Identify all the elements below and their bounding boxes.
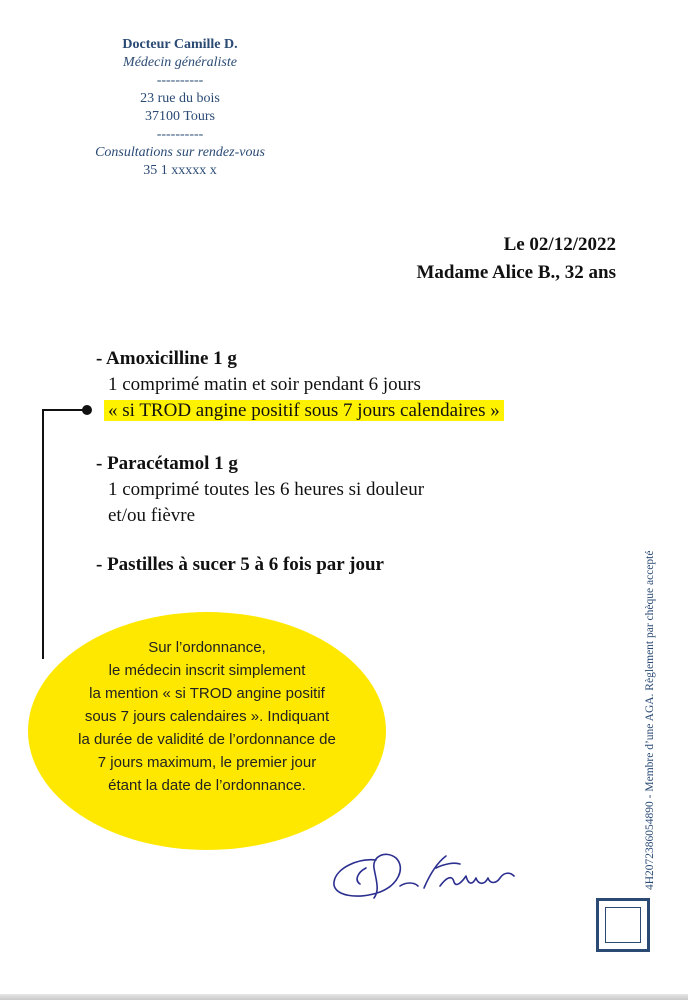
vertical-side-note: 4H2072386054890 - Membre d’une AGA. Règlement par chèque accepté bbox=[644, 550, 656, 890]
address-line-2: 37100 Tours bbox=[145, 109, 215, 124]
callout-line: étant la date de l’ordonnance. bbox=[108, 777, 306, 794]
doctor-name: Docteur Camille D. bbox=[122, 37, 238, 52]
prescription-validity-line bbox=[96, 398, 504, 424]
prescription-line: et/ou fièvre bbox=[108, 505, 196, 526]
prescription-item bbox=[96, 552, 384, 578]
callout-line: la durée de validité de l’ordonnance de bbox=[78, 731, 336, 748]
header-separator-1: ---------- bbox=[156, 73, 204, 88]
prescription-title: - Paracétamol 1 g bbox=[96, 453, 238, 474]
callout-connector-horizontal bbox=[42, 409, 86, 411]
prescription-meta bbox=[417, 231, 617, 287]
doctor-header bbox=[30, 36, 330, 180]
patient-name: Madame Alice B., 32 ans bbox=[416, 262, 616, 283]
prescription-item bbox=[96, 451, 424, 529]
signature-icon bbox=[328, 838, 528, 913]
callout-line: Sur l’ordonnance, bbox=[148, 639, 266, 656]
callout-line: 7 jours maximum, le premier jour bbox=[97, 754, 317, 771]
callout-connector-dot bbox=[82, 405, 92, 415]
prescription-title: - Amoxicilline 1 g bbox=[96, 348, 237, 369]
prescription-title: - Pastilles à sucer 5 à 6 fois par jour bbox=[96, 554, 384, 575]
stamp-box-icon bbox=[596, 898, 650, 952]
phone-number: 35 1 xxxxx x bbox=[143, 163, 217, 178]
doctor-specialty: Médecin généraliste bbox=[123, 55, 237, 70]
callout-connector-vertical bbox=[42, 409, 44, 659]
stamp-inner-frame bbox=[605, 907, 641, 943]
callout-text bbox=[28, 636, 386, 797]
callout-line: sous 7 jours calendaires ». Indiquant bbox=[84, 708, 330, 725]
callout-line: la mention « si TROD angine positif bbox=[89, 685, 325, 702]
validity-highlight: « si TROD angine positif sous 7 jours calendaires » bbox=[104, 400, 504, 421]
address-line-1: 23 rue du bois bbox=[140, 91, 220, 106]
prescription-line: 1 comprimé toutes les 6 heures si douleur bbox=[108, 479, 425, 500]
prescription-date: Le 02/12/2022 bbox=[503, 234, 616, 255]
prescription-item bbox=[96, 346, 504, 424]
header-separator-2: ---------- bbox=[156, 127, 204, 142]
page-bottom-edge bbox=[0, 994, 688, 1000]
consultation-note: Consultations sur rendez-vous bbox=[95, 145, 265, 160]
prescription-line: 1 comprimé matin et soir pendant 6 jours bbox=[108, 374, 421, 395]
callout-line: le médecin inscrit simplement bbox=[108, 662, 306, 679]
